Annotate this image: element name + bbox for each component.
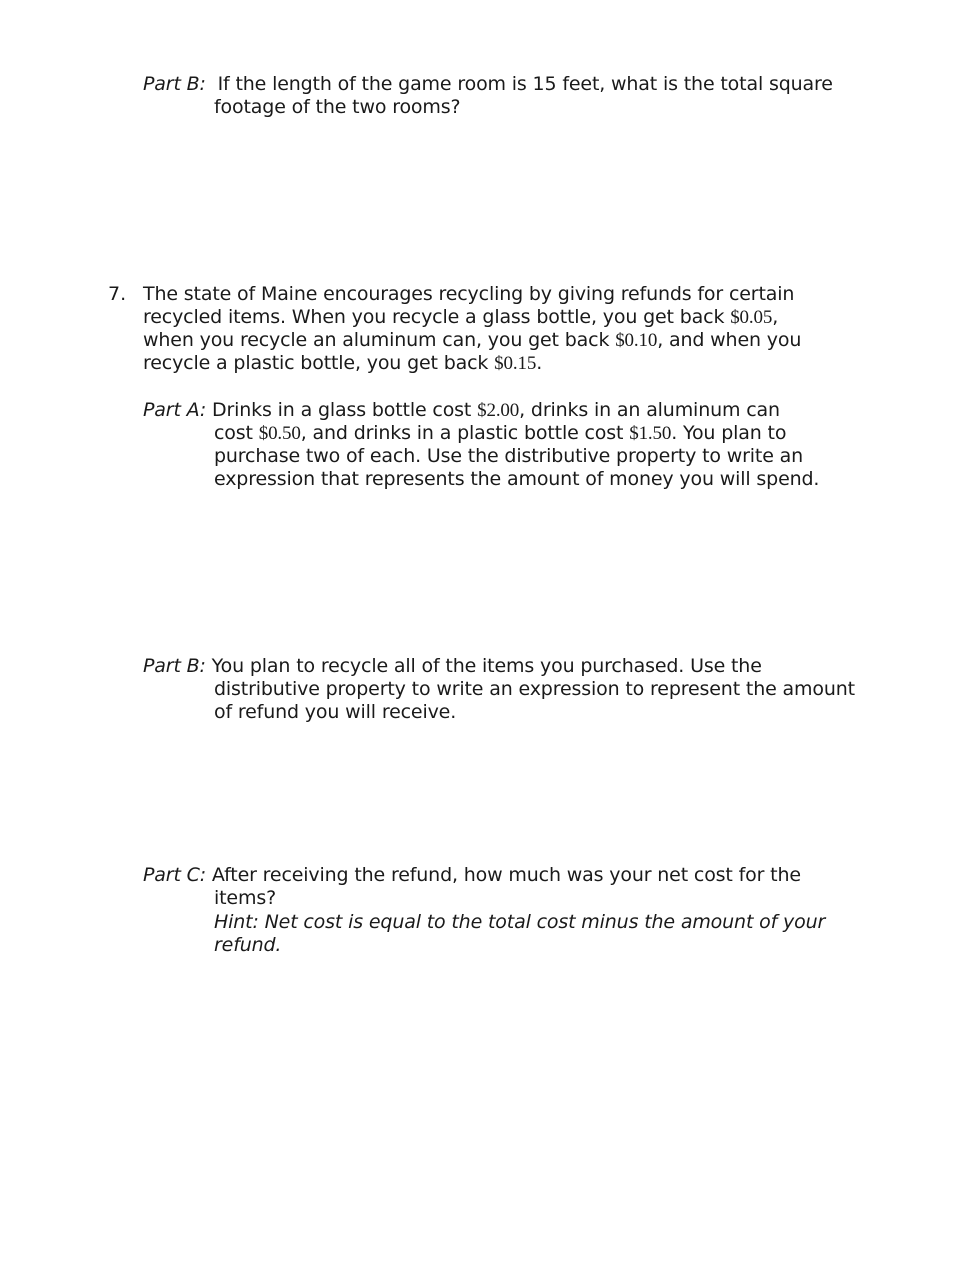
plastic-cost-amount: $1.50 — [629, 423, 672, 444]
part-b-line3: of refund you will receive. — [214, 701, 457, 723]
prev-part-b-text1: If the length of the game room is 15 feet, what is the total square — [217, 73, 833, 95]
part-a-line2 — [214, 422, 786, 445]
can-refund-amount: $0.10 — [615, 330, 658, 351]
part-a-line4: expression that represents the amount of money you will spend. — [214, 468, 820, 490]
q7-stem-line2 — [143, 306, 778, 329]
plastic-refund-amount: $0.15 — [494, 353, 537, 374]
part-c-line1 — [143, 864, 801, 887]
part-a-l2-tail: . You plan to — [671, 422, 787, 444]
glass-refund-amount: $0.05 — [730, 307, 773, 328]
q7-stem-line3 — [143, 329, 801, 352]
part-c-hint-line2: refund. — [214, 934, 282, 956]
part-a-line3: purchase two of each. Use the distributive property to write an — [214, 445, 804, 467]
part-b-label: Part B: — [143, 655, 206, 677]
part-a-l1-tail: , drinks in an aluminum can — [519, 399, 780, 421]
part-b-l1-text: You plan to recycle all of the items you purchased. Use the — [205, 655, 762, 677]
part-c-label: Part C: — [143, 864, 207, 886]
part-b-line2: distributive property to write an expression to represent the amount — [214, 678, 855, 700]
part-b-line1 — [143, 655, 762, 678]
q7-stem-l4-punct: . — [536, 352, 543, 374]
glass-cost-amount: $2.00 — [477, 400, 520, 421]
q7-stem-l4-text: recycle a plastic bottle, you get back — [143, 352, 495, 374]
can-cost-amount: $0.50 — [258, 423, 301, 444]
prev-part-b-label: Part B: — [143, 73, 206, 95]
part-a-l2-text: cost — [214, 422, 259, 444]
q7-stem-l3-tail: , and when you — [657, 329, 802, 351]
question-number: 7. — [108, 283, 127, 305]
q7-stem-line4 — [143, 352, 542, 375]
part-a-line1 — [143, 399, 780, 422]
part-a-l1-text: Drinks in a glass bottle cost — [206, 399, 478, 421]
part-a-label: Part A: — [143, 399, 207, 421]
part-c-line2: items? — [214, 887, 277, 909]
part-c-hint-line1: Hint: Net cost is equal to the total cost minus the amount of your — [214, 911, 826, 933]
q7-stem-line1: The state of Maine encourages recycling by giving refunds for certain — [143, 283, 795, 305]
part-a-l2-mid: , and drinks in a plastic bottle cost — [300, 422, 630, 444]
q7-stem-l2-text: recycled items. When you recycle a glass bottle, you get back — [143, 306, 731, 328]
part-c-l1-text: After receiving the refund, how much was your net cost for the — [206, 864, 801, 886]
q7-stem-l2-punct: , — [772, 306, 779, 328]
prev-part-b-line2: footage of the two rooms? — [214, 96, 461, 118]
prev-part-b-line1 — [143, 73, 833, 96]
q7-stem-l3-text: when you recycle an aluminum can, you get back — [143, 329, 616, 351]
